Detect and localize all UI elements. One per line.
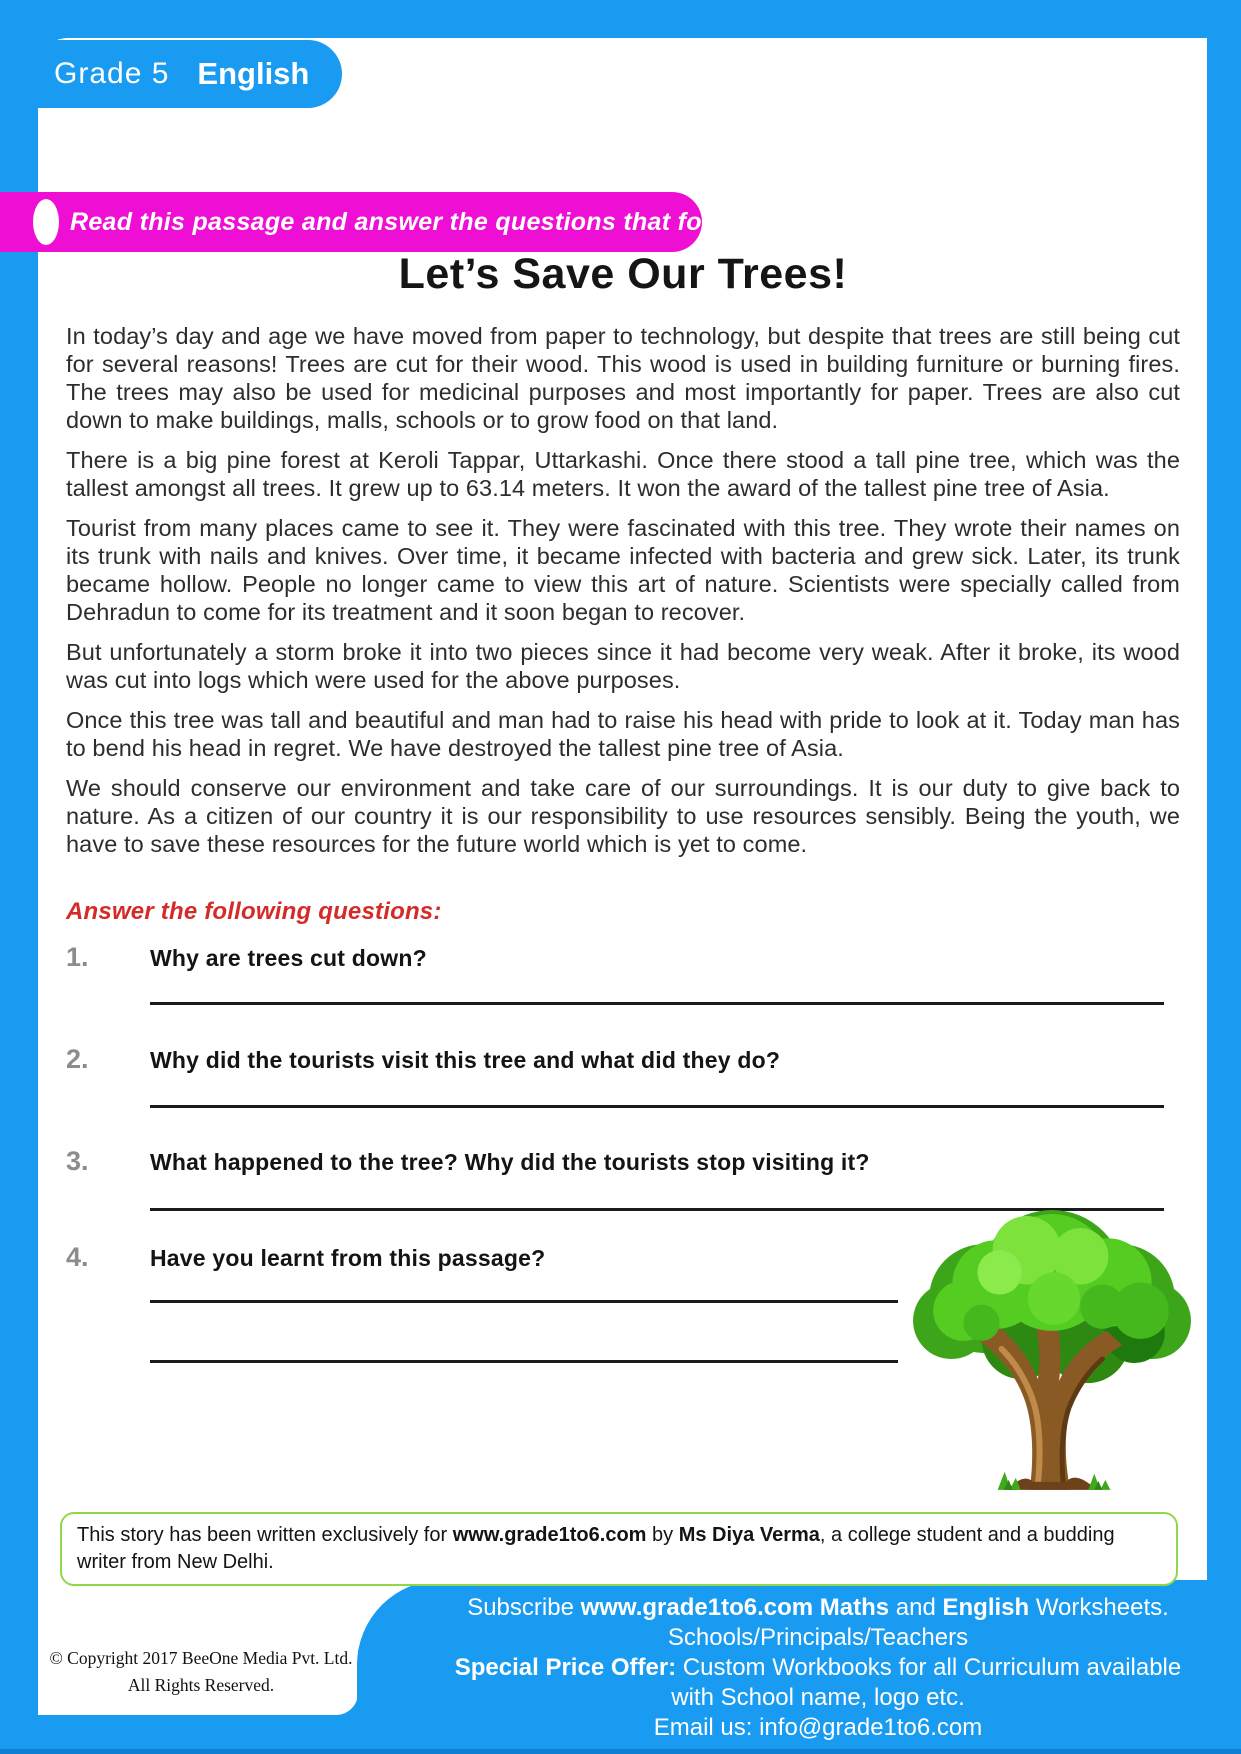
grade-label: Grade 5 bbox=[54, 57, 170, 90]
note-site: www.grade1to6.com bbox=[452, 1524, 647, 1546]
passage-body bbox=[66, 322, 1180, 870]
passage-paragraph: Once this tree was tall and beautiful and man had to raise his head with pride to look at it. Today man has to bend his head in regret. We have destroyed the tallest pine tree of Asia. bbox=[66, 707, 1180, 761]
passage-title: Let’s Save Our Trees! bbox=[398, 250, 848, 298]
footer-offer-line: Special Price Offer: Custom Workbooks for all Curriculum available bbox=[454, 1654, 1182, 1681]
answer-line-q4-1[interactable] bbox=[150, 1300, 898, 1303]
instruction-text: Read this passage and answer the questions that follows. bbox=[70, 207, 774, 236]
note-author: Ms Diya Verma bbox=[678, 1524, 820, 1546]
question-2 bbox=[66, 1044, 1180, 1075]
footer-audience-line: Schools/Principals/Teachers bbox=[667, 1624, 969, 1651]
subject-label: English bbox=[197, 56, 310, 91]
question-1 bbox=[66, 942, 1180, 973]
question-4-number: 4. bbox=[66, 1242, 89, 1272]
answer-line-q2[interactable] bbox=[150, 1105, 1164, 1108]
footer-customization-line: with School name, logo etc. bbox=[671, 1684, 965, 1711]
question-2-number: 2. bbox=[66, 1044, 89, 1074]
question-3-text: What happened to the tree? Why did the tourists stop visiting it? bbox=[150, 1149, 870, 1175]
footer-banner bbox=[357, 1580, 1241, 1754]
author-note: This story has been written exclusively for www.grade1to6.com by Ms Diya Verma, a college student and a budding writer from New Delhi. bbox=[60, 1512, 1178, 1586]
footer-text bbox=[437, 1593, 1199, 1743]
answer-line-q4-2[interactable] bbox=[150, 1360, 898, 1363]
passage-paragraph: In today’s day and age we have moved from paper to technology, but despite that trees are still being cut for several reasons! Trees are cut for their wood. This wood is used in building furniture or burning fires. The trees may also be used for medicinal purposes and most importantly for paper. Trees are also cut down to make buildings, malls, schools or to grow food on that land. bbox=[66, 323, 1180, 433]
question-1-number: 1. bbox=[66, 942, 89, 972]
copyright-notice bbox=[45, 1645, 357, 1699]
tree-illustration-icon bbox=[898, 1210, 1206, 1502]
footer-email-line: Email us: info@grade1to6.com bbox=[653, 1714, 983, 1741]
answer-line-q1[interactable] bbox=[150, 1002, 1164, 1005]
question-1-text: Why are trees cut down? bbox=[150, 945, 427, 971]
copyright-line2: All Rights Reserved. bbox=[127, 1675, 275, 1696]
bullet-oval-icon bbox=[33, 199, 59, 245]
instruction-banner bbox=[0, 192, 774, 252]
question-2-text: Why did the tourists visit this tree and what did they do? bbox=[150, 1047, 781, 1073]
passage-paragraph: But unfortunately a storm broke it into two pieces since it had become very weak. After it broke, its wood was cut into logs which were used for the above purposes. bbox=[66, 639, 1180, 693]
question-3-number: 3. bbox=[66, 1146, 89, 1176]
grade-subject-tab bbox=[0, 40, 342, 108]
question-4-text: Have you learnt from this passage? bbox=[150, 1245, 546, 1271]
bottom-accent-strip bbox=[0, 1749, 1241, 1754]
copyright-line1: © Copyright 2017 BeeOne Media Pvt. Ltd. bbox=[49, 1648, 353, 1668]
question-3 bbox=[66, 1146, 1180, 1177]
footer-subscribe-line: Subscribe www.grade1to6.com Maths and English Worksheets. bbox=[467, 1594, 1169, 1621]
questions-heading: Answer the following questions: bbox=[66, 898, 442, 925]
passage-paragraph: There is a big pine forest at Keroli Tappar, Uttarkashi. Once there stood a tall pine tree, which was the tallest amongst all trees. It grew up to 63.14 meters. It won the award of the tallest pine tree of Asia. bbox=[66, 447, 1180, 501]
passage-paragraph: Tourist from many places came to see it. They were fascinated with this tree. They wrote their names on its trunk with nails and knives. Over time, it became infected with bacteria and grew sick. Later, its trunk became hollow. People no longer came to view this art of nature. Scientists were specially called from Dehradun to come for its treatment and it soon began to recover. bbox=[66, 515, 1180, 625]
passage-paragraph: We should conserve our environment and take care of our surroundings. It is our duty to give back to nature. As a citizen of our country it is our responsibility to use resources sensibly. Being the youth, we have to save these resources for the future world which is yet to come. bbox=[66, 775, 1180, 857]
